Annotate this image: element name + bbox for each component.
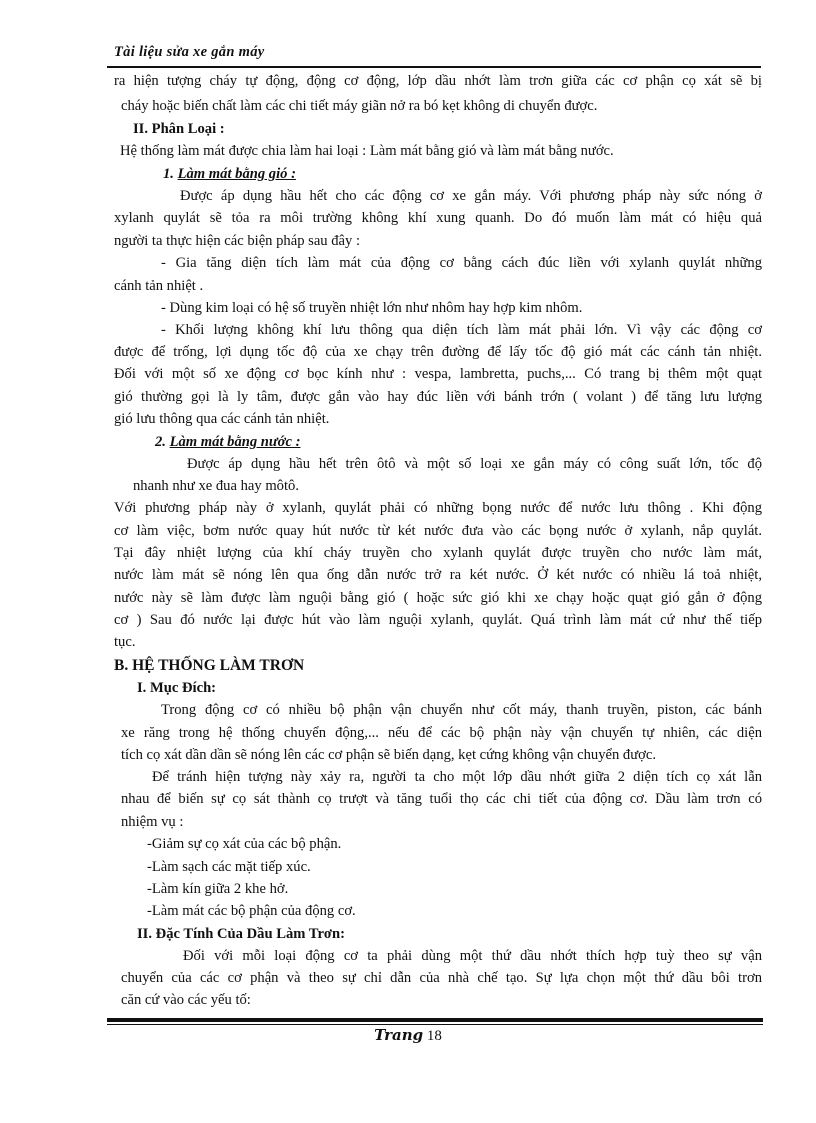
body-line: nhau để biến sự cọ sát thành cọ trượt và tăng tuổi thọ các chi tiết của động cơ. Dầu làm trơn có	[121, 791, 762, 807]
body-line: nhanh như xe đua hay môtô.	[133, 478, 299, 494]
body-line: Trong động cơ có nhiều bộ phận vận chuyển như cốt máy, thanh truyền, piston, các bánh	[161, 702, 762, 718]
subheading-lam-mat-bang-nuoc: 2. Làm mát bằng nước :	[155, 434, 301, 450]
page-label: Trang	[374, 1026, 424, 1044]
body-line: cánh tản nhiệt .	[114, 278, 204, 294]
body-line: xe răng trong hệ thống chuyển động,... nếu để các bộ phận này vận chuyển tự nhiên, các diện	[121, 725, 762, 741]
body-line: nước làm mát sẽ nóng lên qua ống dẫn nước trở ra két nước. Ở két nước có nhiều lá toả nhiệt,	[114, 567, 762, 583]
body-line: ra hiện tượng cháy tự động, động cơ động, lớp dầu nhớt làm trơn giữa các cơ phận cọ xát sẽ bị	[114, 73, 762, 89]
list-item: -Giảm sự cọ xát của các bộ phận.	[147, 836, 342, 852]
body-line: Đối với một số xe động cơ bọc kính như : vespa, lambretta, puchs,... Có trang bị thêm một quạt	[114, 366, 762, 382]
list-item: -Làm sạch các mặt tiếp xúc.	[147, 859, 311, 875]
body-line: được để trống, lợi dụng tốc độ của xe chạy trên đường để lấy tốc độ gió mát các cánh tản nhiệt.	[114, 344, 762, 360]
section-heading-he-thong-lam-tron: B. HỆ THỐNG LÀM TRƠN	[114, 657, 305, 674]
subheading-text: Làm mát bằng gió :	[177, 166, 296, 182]
body-line: gió lưu thông qua các cánh tản nhiệt.	[114, 411, 330, 427]
list-item: - Gia tăng diện tích làm mát của động cơ bằng cách đúc liền với xylanh quylát những	[161, 255, 762, 271]
body-line: nước này sẽ làm được làm nguội bằng gió ( hoặc sức gió khi xe chạy hoặc quạt gió gắn ở động	[114, 590, 762, 606]
body-line: nhiệm vụ :	[121, 814, 184, 830]
subheading-text: Làm mát bằng nước :	[169, 434, 301, 450]
list-item: - Dùng kim loại có hệ số truyền nhiệt lớn như nhôm hay hợp kim nhôm.	[161, 300, 583, 316]
body-line: người ta thực hiện các biện pháp sau đây :	[114, 233, 361, 249]
body-line: căn cứ vào các yếu tố:	[121, 992, 251, 1008]
body-line: Tại đây nhiệt lượng của khí cháy truyền cho xylanh quylát được truyền cho nước làm mát,	[114, 545, 762, 561]
subheading-lam-mat-bang-gio: 1. Làm mát bằng gió :	[163, 166, 296, 182]
body-line: cơ ) Sau đó nước lại được hút vào làm nguội xylanh, quylát. Quá trình làm mát cứ như thế tiếp	[114, 612, 762, 628]
list-item: - Khối lượng không khí lưu thông qua diện tích làm mát phải lớn. Vì vậy các động cơ	[161, 322, 762, 338]
header-rule	[107, 66, 761, 68]
body-line: tục.	[114, 634, 136, 650]
body-line: cháy hoặc biến chất làm các chi tiết máy giãn nở ra bó kẹt không di chuyển được.	[121, 98, 598, 114]
body-line: Đối với mỗi loại động cơ ta phải dùng một thứ dầu nhớt thích hợp tuỳ theo sự vận	[183, 948, 762, 964]
body-line: cơ làm việc, bơm nước quay hút nước từ két nước đưa vào các bọng nước ở xylanh, nắp quylát.	[114, 523, 762, 539]
document-header-title: Tài liệu sửa xe gắn máy	[114, 44, 265, 60]
footer-rule-thin	[107, 1024, 763, 1025]
body-line: chuyển của các cơ phận và theo sự chỉ dẫn của nhà chế tạo. Sự lựa chọn một thứ dầu bôi trơn	[121, 970, 762, 986]
section-heading-muc-dich: I. Mục Đích:	[137, 680, 217, 696]
page-footer	[0, 1026, 816, 1045]
body-line: Hệ thống làm mát được chia làm hai loại : Làm mát bằng gió và làm mát bằng nước.	[120, 143, 614, 159]
body-line: Với phương pháp này ở xylanh, quylát phải có những bọng nước để nước lưu thông . Khi động	[114, 500, 762, 516]
list-item: -Làm mát các bộ phận của động cơ.	[147, 903, 356, 919]
body-line: gió thường gọi là ly tâm, được gắn vào hay đúc liền với bánh trớn ( volant ) để tăng lưu lượng	[114, 389, 762, 405]
list-item: -Làm kín giữa 2 khe hở.	[147, 881, 289, 897]
body-line: Để tránh hiện tượng này xảy ra, người ta cho một lớp dầu nhớt giữa 2 diện tích cọ xát lẫn	[152, 769, 762, 785]
section-heading-dac-tinh: II. Đặc Tính Của Dầu Làm Trơn:	[137, 926, 345, 942]
footer-rule-thick	[107, 1018, 763, 1022]
page-number: 18	[426, 1028, 442, 1044]
body-line: tích cọ xát dần dần sẽ nóng lên các cơ phận sẽ biến dạng, kẹt cứng không vận chuyển được.	[121, 747, 656, 763]
body-line: Được áp dụng hầu hết trên ôtô và một số loại xe gắn máy có công suất lớn, tốc độ	[187, 456, 762, 472]
body-line: xylanh quylát sẽ tỏa ra môi trường không khí xung quanh. Do đó muốn làm mát có hiệu quả	[114, 210, 762, 226]
section-heading-phan-loai: II. Phân Loại :	[133, 121, 225, 137]
body-line: Được áp dụng hầu hết cho các động cơ xe gắn máy. Với phương pháp này sức nóng ở	[180, 188, 762, 204]
